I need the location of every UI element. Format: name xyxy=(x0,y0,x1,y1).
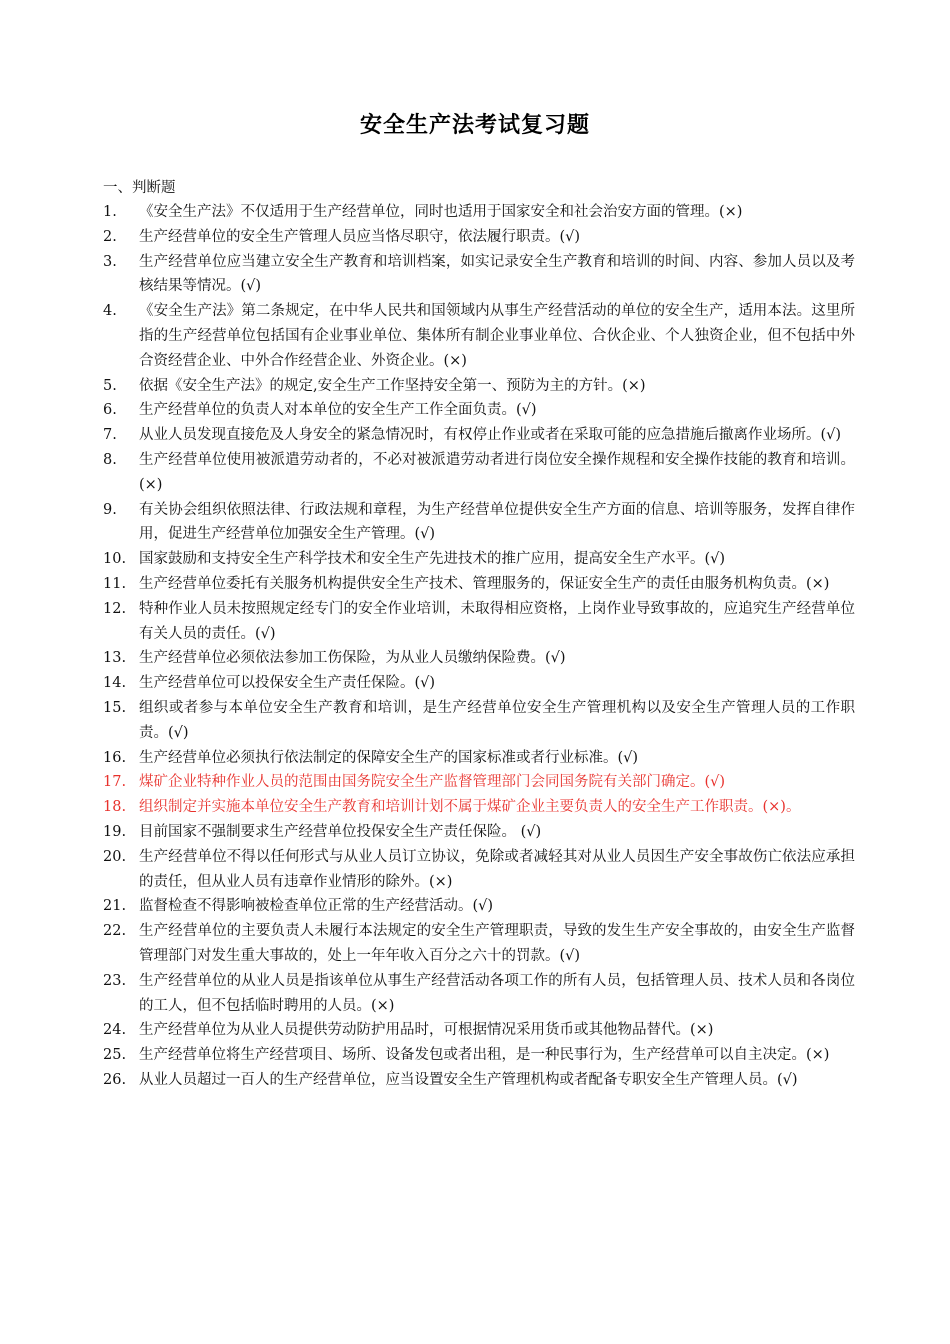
question-text: 生产经营单位不得以任何形式与从业人员订立协议，免除或者减轻其对从业人员因生产安全事故伤亡依法应承担的责任，但从业人员有违章作业情形的除外。(×) xyxy=(139,848,855,890)
question-number: 3. xyxy=(103,253,117,270)
question-item xyxy=(103,1018,855,1043)
question-item xyxy=(103,423,855,448)
question-text: 生产经营单位的主要负责人未履行本法规定的安全生产管理职责，导致的发生生产安全事故的，由安全生产监督管理部门对发生重大事故的，处上一年年收入百分之六十的罚款。(√) xyxy=(139,923,855,964)
question-text: 生产经营单位将生产经营项目、场所、设备发包或者出租，是一种民事行为，生产经营单可以自主决定。(×) xyxy=(139,1047,830,1064)
question-number: 15. xyxy=(103,699,127,716)
question-text: 《安全生产法》不仅适用于生产经营单位，同时也适用于国家安全和社会治安方面的管理。(×) xyxy=(139,204,743,220)
question-number: 7. xyxy=(103,427,117,444)
question-number: 1. xyxy=(103,204,117,220)
question-text: 特种作业人员未按照规定经专门的安全作业培训，未取得相应资格，上岗作业导致事故的，应追究生产经营单位有关人员的责任。(√) xyxy=(139,600,855,642)
question-number: 25. xyxy=(103,1047,127,1064)
question-list xyxy=(103,200,855,1093)
question-number: 8. xyxy=(103,451,117,468)
question-number: 18. xyxy=(103,799,127,816)
question-text: 生产经营单位的从业人员是指该单位从事生产经营活动各项工作的所有人员，包括管理人员、技术人员和各岗位的工人，但不包括临时聘用的人员。(×) xyxy=(139,972,855,1014)
question-item xyxy=(103,696,855,746)
question-text: 生产经营单位的负责人对本单位的安全生产工作全面负责。(√) xyxy=(139,402,537,419)
question-number: 19. xyxy=(103,823,127,840)
question-item xyxy=(103,398,855,423)
question-item xyxy=(103,746,855,771)
question-text: 生产经营单位必须依法参加工伤保险，为从业人员缴纳保险费。(√) xyxy=(139,650,566,667)
question-item xyxy=(103,969,855,1019)
question-item xyxy=(103,919,855,969)
question-item xyxy=(103,547,855,572)
question-item xyxy=(103,200,855,225)
question-number: 14. xyxy=(103,675,127,692)
question-text: 从业人员发现直接危及人身安全的紧急情况时，有权停止作业或者在采取可能的应急措施后撤离作业场所。(√) xyxy=(139,427,842,444)
question-item xyxy=(103,498,855,548)
question-number: 22. xyxy=(103,923,127,940)
question-number: 17. xyxy=(103,774,127,791)
question-number: 13. xyxy=(103,650,127,667)
question-text: 生产经营单位委托有关服务机构提供安全生产技术、管理服务的，保证安全生产的责任由服务机构负责。(×) xyxy=(139,575,830,592)
question-number: 16. xyxy=(103,749,127,766)
question-text: 生产经营单位必须执行依法制定的保障安全生产的国家标准或者行业标准。(√) xyxy=(139,749,639,766)
question-number: 21. xyxy=(103,898,127,915)
question-item xyxy=(103,770,855,795)
question-number: 24. xyxy=(103,1022,127,1039)
question-text: 从业人员超过一百人的生产经营单位，应当设置安全生产管理机构或者配备专职安全生产管理人员。(√) xyxy=(139,1071,798,1088)
question-item xyxy=(103,597,855,647)
question-text: 依据《安全生产法》的规定,安全生产工作坚持安全第一、预防为主的方针。(×) xyxy=(139,377,646,394)
question-item xyxy=(103,572,855,597)
section-heading: 一、判断题 xyxy=(103,180,176,196)
question-text: 生产经营单位的安全生产管理人员应当恪尽职守，依法履行职责。(√) xyxy=(139,228,581,245)
question-number: 26. xyxy=(103,1071,127,1088)
question-number: 11. xyxy=(103,575,127,592)
question-item xyxy=(103,894,855,919)
question-text: 监督检查不得影响被检查单位正常的生产经营活动。(√) xyxy=(139,898,494,915)
question-number: 9. xyxy=(103,501,117,518)
question-text: 生产经营单位使用被派遣劳动者的，不必对被派遣劳动者进行岗位安全操作规程和安全操作技能的教育和培训。(×) xyxy=(139,451,855,493)
question-text: 生产经营单位应当建立安全生产教育和培训档案，如实记录安全生产教育和培训的时间、内容、参加人员以及考核结果等情况。(√) xyxy=(139,253,855,295)
question-item xyxy=(103,1043,855,1068)
question-item xyxy=(103,250,855,300)
question-text: 组织或者参与本单位安全生产教育和培训，是生产经营单位安全生产管理机构以及安全生产管理人员的工作职责。(√) xyxy=(139,699,855,741)
question-text: 生产经营单位可以投保安全生产责任保险。(√) xyxy=(139,675,436,692)
question-item xyxy=(103,820,855,845)
question-text: 组织制定并实施本单位安全生产教育和培训计划不属于煤矿企业主要负责人的安全生产工作职责。(×)。 xyxy=(139,799,801,816)
question-item xyxy=(103,374,855,399)
question-number: 10. xyxy=(103,551,127,568)
question-number: 2. xyxy=(103,228,117,245)
question-text: 《安全生产法》第二条规定，在中华人民共和国领域内从事生产经营活动的单位的安全生产，适用本法。这里所指的生产经营单位包括国有企业事业单位、集体所有制企业事业单位、合伙企业、个人独资企业，但不包括中外合资经营企业、中外合作经营企业、外资企业。(×) xyxy=(139,303,855,369)
question-item xyxy=(103,299,855,373)
question-item xyxy=(103,671,855,696)
page-title: 安全生产法考试复习题 xyxy=(359,112,590,138)
question-item xyxy=(103,1068,855,1093)
question-item xyxy=(103,795,855,820)
question-number: 23. xyxy=(103,972,127,989)
question-number: 6. xyxy=(103,402,117,419)
question-text: 煤矿企业特种作业人员的范围由国务院安全生产监督管理部门会同国务院有关部门确定。(√) xyxy=(139,774,726,791)
question-item xyxy=(103,845,855,895)
question-number: 12. xyxy=(103,600,127,617)
question-text: 国家鼓励和支持安全生产科学技术和安全生产先进技术的推广应用，提高安全生产水平。(√) xyxy=(139,551,726,568)
question-text: 生产经营单位为从业人员提供劳动防护用品时，可根据情况采用货币或其他物品替代。(×) xyxy=(139,1022,714,1039)
question-number: 20. xyxy=(103,848,127,865)
question-item xyxy=(103,225,855,250)
question-item xyxy=(103,646,855,671)
question-text: 目前国家不强制要求生产经营单位投保安全生产责任保险。 (√) xyxy=(139,823,542,840)
question-number: 4. xyxy=(103,303,117,320)
question-number: 5. xyxy=(103,377,117,394)
question-item xyxy=(103,448,855,498)
question-text: 有关协会组织依照法律、行政法规和章程，为生产经营单位提供安全生产方面的信息、培训等服务，发挥自律作用，促进生产经营单位加强安全生产管理。(√) xyxy=(139,501,855,543)
